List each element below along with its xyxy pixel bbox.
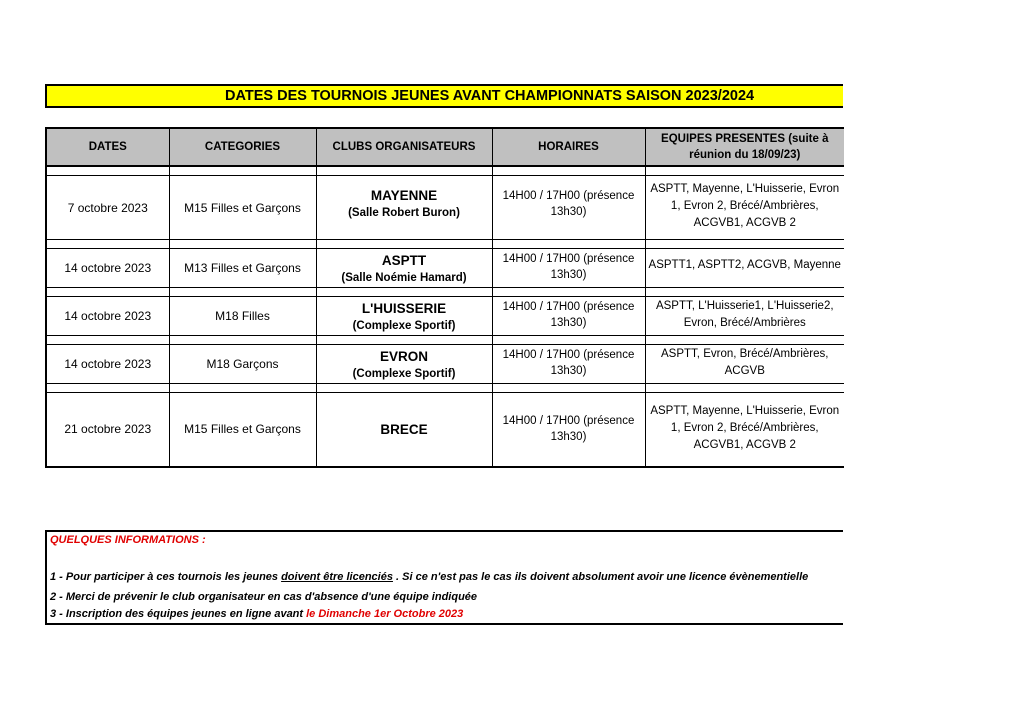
schedule-line-2: 13h30) (550, 317, 587, 329)
teams-line: 1, Evron 2, Brécé/Ambrières, (670, 422, 819, 434)
row-club (316, 176, 492, 240)
info-line-1-start: 1 - Pour participer à ces tournois les jeunes (50, 571, 282, 583)
teams-line: ASPTT1, ASPTT2, ACGVB, Mayenne (648, 259, 841, 271)
row-date: 21 octobre 2023 (46, 393, 169, 467)
club-venue: (Salle Noémie Hamard) (341, 272, 467, 284)
club-name: L'HUISSERIE (361, 301, 447, 316)
row-date: 14 octobre 2023 (46, 297, 169, 336)
table-row (46, 297, 844, 336)
teams-line: ASPTT, Evron, Brécé/Ambrières, (661, 348, 829, 360)
schedule-line-1: 14H00 / 17H00 (présence (502, 253, 635, 265)
row-teams (645, 249, 844, 288)
header-clubs: CLUBS ORGANISATEURS (316, 128, 492, 166)
title-banner (45, 84, 843, 108)
teams-line: ASPTT, Mayenne, L'Huisserie, Evron (650, 405, 840, 417)
club-name: EVRON (379, 349, 428, 364)
schedule-line-1: 14H00 / 17H00 (présence (502, 301, 635, 313)
row-schedule (492, 176, 645, 240)
info-line-3-start: 3 - Inscription des équipes jeunes en ligne avant (50, 608, 307, 620)
teams-line: 1, Evron 2, Brécé/Ambrières, (670, 200, 819, 212)
row-category: M15 Filles et Garçons (169, 393, 316, 467)
info-line-3-deadline: le Dimanche 1er Octobre 2023 (306, 608, 464, 620)
club-name: MAYENNE (370, 188, 438, 203)
row-date: 7 octobre 2023 (46, 176, 169, 240)
info-line-1 (50, 571, 808, 583)
row-teams (645, 393, 844, 467)
row-schedule (492, 345, 645, 384)
table-row (46, 345, 844, 384)
club-venue: (Complexe Sportif) (352, 320, 456, 332)
club-name: ASPTT (381, 253, 427, 268)
club-venue: (Complexe Sportif) (352, 368, 456, 380)
row-teams (645, 345, 844, 384)
info-line-1-end: . Si ce n'est pas le cas ils doivent absolument avoir une licence évènementielle (392, 571, 809, 583)
row-teams (645, 297, 844, 336)
schedule-line-1: 14H00 / 17H00 (présence (502, 349, 635, 361)
table-row (46, 176, 844, 240)
schedule-line-2: 13h30) (550, 206, 587, 218)
row-date: 14 octobre 2023 (46, 249, 169, 288)
header-categories: CATEGORIES (169, 128, 316, 166)
row-club (316, 393, 492, 467)
info-line-1-emphasis: doivent être licenciés (281, 571, 393, 583)
table-header-row (46, 128, 844, 166)
row-schedule (492, 249, 645, 288)
schedule-line-1: 14H00 / 17H00 (présence (502, 415, 635, 428)
teams-line: Evron, Brécé/Ambrières (683, 317, 806, 329)
row-category: M15 Filles et Garçons (169, 176, 316, 240)
schedule-line-1: 14H00 / 17H00 (présence (502, 190, 635, 202)
info-box (45, 530, 843, 625)
teams-line: ACGVB1, ACGVB 2 (693, 217, 796, 229)
teams-line: ACGVB (724, 365, 765, 377)
header-equipes (645, 128, 844, 166)
table-row (46, 393, 844, 467)
row-teams (645, 176, 844, 240)
club-name: BRECE (380, 421, 428, 437)
club-venue: (Salle Robert Buron) (348, 207, 460, 219)
schedule-line-2: 13h30) (550, 365, 587, 377)
row-category: M13 Filles et Garçons (169, 249, 316, 288)
row-club (316, 249, 492, 288)
page-title: DATES DES TOURNOIS JEUNES AVANT CHAMPIONNATS SAISON 2023/2024 (225, 88, 755, 104)
schedule-line-2: 13h30) (550, 431, 587, 444)
header-horaires: HORAIRES (492, 128, 645, 166)
row-schedule (492, 297, 645, 336)
row-schedule (492, 393, 645, 467)
row-club (316, 345, 492, 384)
teams-line: ACGVB1, ACGVB 2 (693, 439, 796, 451)
info-line-2: 2 - Merci de prévenir le club organisateur en cas d'absence d'une équipe indiquée (50, 591, 478, 603)
row-category: M18 Filles (169, 297, 316, 336)
row-club (316, 297, 492, 336)
header-equipes-line-1: EQUIPES PRESENTES (suite à (661, 133, 829, 145)
header-equipes-line-2: réunion du 18/09/23) (689, 149, 801, 161)
schedule-line-2: 13h30) (550, 269, 587, 281)
header-dates: DATES (46, 128, 169, 166)
teams-line: ASPTT, L'Huisserie1, L'Huisserie2, (655, 300, 834, 312)
teams-line: ASPTT, Mayenne, L'Huisserie, Evron (650, 183, 840, 195)
row-date: 14 octobre 2023 (46, 345, 169, 384)
table-row (46, 249, 844, 288)
info-heading: QUELQUES INFORMATIONS : (50, 534, 206, 546)
tournament-table (45, 127, 844, 468)
row-category: M18 Garçons (169, 345, 316, 384)
info-line-3 (50, 608, 463, 620)
